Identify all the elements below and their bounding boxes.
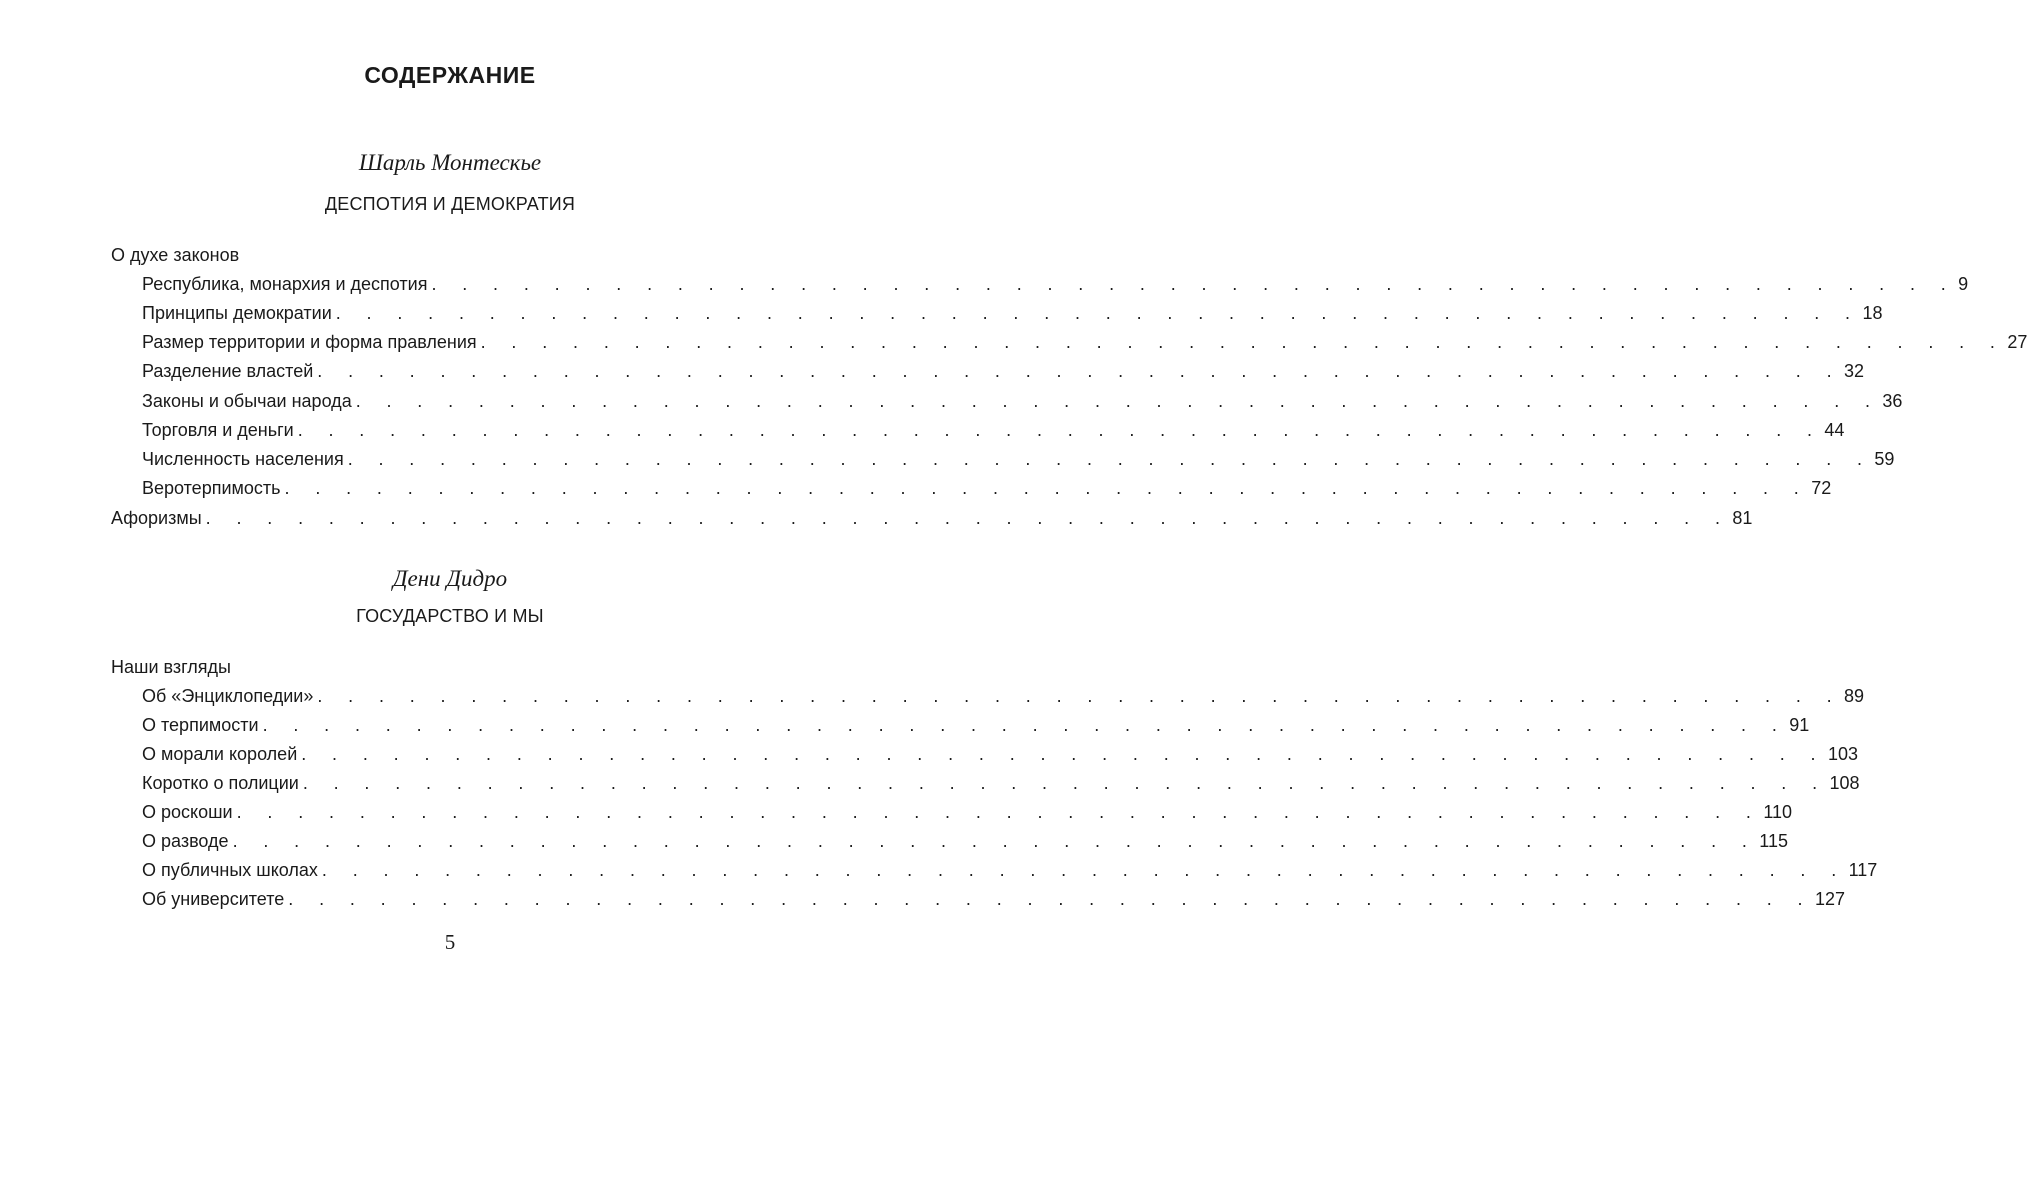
- toc-entry-page: 108: [1829, 773, 1860, 793]
- toc-entry[interactable]: [142, 860, 1878, 886]
- dot-leader: . . . . . . . . . . . . . . . . . . . . . . . . . . . . . . . . . . . . . . . . . . . . . . . . . .: [301, 744, 1826, 764]
- dot-leader: . . . . . . . . . . . . . . . . . . . . . . . . . . . . . . . . . . . . . . . . . . . . . . . . . .: [284, 478, 1810, 498]
- toc-heading: СОДЕРЖАНИЕ: [364, 62, 536, 88]
- group-title: О духе законов: [111, 245, 240, 265]
- toc-entry[interactable]: [142, 773, 1860, 799]
- toc-entry[interactable]: [142, 303, 1883, 329]
- toc-entry-label: Численность населения: [142, 449, 344, 469]
- dot-leader: . . . . . . . . . . . . . . . . . . . . . . . . . . . . . . . . . . . . . . . . . . . . . . . . . .: [297, 420, 1823, 440]
- toc-entry[interactable]: [142, 391, 1903, 417]
- toc-entry[interactable]: [111, 508, 1753, 534]
- toc-entry[interactable]: [142, 420, 1845, 446]
- toc-entry[interactable]: [142, 332, 2027, 358]
- toc-entry-page: 18: [1862, 303, 1883, 323]
- toc-entry-page: 110: [1763, 802, 1793, 822]
- toc-entry-label: О разводе: [142, 831, 229, 851]
- toc-entry[interactable]: [142, 478, 1832, 504]
- toc-entry-label: Принципы демократии: [142, 303, 332, 323]
- part-author: Шарль Монтескье: [358, 150, 542, 175]
- part-title: ДЕСПОТИЯ И ДЕМОКРАТИЯ: [324, 194, 576, 214]
- page-number: 5: [444, 930, 456, 954]
- toc-entry-label: О публичных школах: [142, 860, 318, 880]
- group-title: Наши взгляды: [111, 657, 231, 677]
- toc-entry-label: Республика, монархия и деспотия: [142, 274, 428, 294]
- dot-leader: . . . . . . . . . . . . . . . . . . . . . . . . . . . . . . . . . . . . . . . . . . . . . . . . . .: [262, 715, 1788, 735]
- toc-entry-label: Законы и обычаи народа: [142, 391, 352, 411]
- dot-leader: . . . . . . . . . . . . . . . . . . . . . . . . . . . . . . . . . . . . . . . . . . . . . . . . . .: [431, 274, 1957, 294]
- toc-entry-page: 36: [1882, 391, 1903, 411]
- toc-entry-page: 127: [1814, 889, 1846, 909]
- toc-entry-page: 81: [1732, 508, 1753, 528]
- toc-entry-label: О морали королей: [142, 744, 298, 764]
- dot-leader: . . . . . . . . . . . . . . . . . . . . . . . . . . . . . . . . . . . . . . . . . . . . . . . . . .: [355, 391, 1881, 411]
- dot-leader: . . . . . . . . . . . . . . . . . . . . . . . . . . . . . . . . . . . . . . . . . . . . . . . . . .: [302, 773, 1828, 793]
- toc-entry-label: Об университете: [142, 889, 285, 909]
- dot-leader: . . . . . . . . . . . . . . . . . . . . . . . . . . . . . . . . . . . . . . . . . . . . . . . . . .: [480, 332, 2006, 352]
- part-title: ГОСУДАРСТВО И МЫ: [356, 606, 544, 626]
- toc-entry-page: 59: [1874, 449, 1895, 469]
- toc-entry-label: Разделение властей: [142, 361, 314, 381]
- toc-entry-page: 117: [1848, 860, 1878, 880]
- toc-entry[interactable]: [142, 715, 1810, 741]
- toc-entry-label: Торговля и деньги: [142, 420, 294, 440]
- toc-entry-page: 9: [1958, 274, 1969, 294]
- toc-entry-label: Размер территории и форма правления: [142, 332, 477, 352]
- dot-leader: . . . . . . . . . . . . . . . . . . . . . . . . . . . . . . . . . . . . . . . . . . . . . . . . . .: [317, 361, 1842, 381]
- toc-entry-page: 72: [1811, 478, 1832, 498]
- toc-entry-page: 32: [1843, 361, 1865, 381]
- dot-leader: . . . . . . . . . . . . . . . . . . . . . . . . . . . . . . . . . . . . . . . . . . . . . . . . . .: [232, 831, 1758, 851]
- toc-entry-label: Веротерпимость: [142, 478, 281, 498]
- toc-entry-label: О роскоши: [142, 802, 233, 822]
- toc-entry-page: 103: [1827, 744, 1858, 764]
- toc-entry[interactable]: [142, 361, 1865, 387]
- toc-entry-page: 44: [1824, 420, 1845, 440]
- dot-leader: . . . . . . . . . . . . . . . . . . . . . . . . . . . . . . . . . . . . . . . . . . . . . . . . . .: [288, 889, 1813, 909]
- dot-leader: . . . . . . . . . . . . . . . . . . . . . . . . . . . . . . . . . . . . . . . . . . . . . . . . . .: [236, 802, 1762, 822]
- toc-entry[interactable]: [142, 744, 1858, 770]
- toc-entry[interactable]: [142, 274, 1969, 300]
- toc-entry-label: Афоризмы: [111, 508, 202, 528]
- toc-entry-label: Коротко о полиции: [142, 773, 299, 793]
- toc-entry-label: Об «Энциклопедии»: [142, 686, 314, 706]
- part-author: Дени Дидро: [392, 566, 508, 591]
- toc-entry-page: 27: [2007, 332, 2027, 352]
- toc-entry-page: 91: [1789, 715, 1810, 735]
- toc-entry-label: О терпимости: [142, 715, 259, 735]
- toc-entry[interactable]: [142, 686, 1865, 712]
- dot-leader: . . . . . . . . . . . . . . . . . . . . . . . . . . . . . . . . . . . . . . . . . . . . . . . . . .: [317, 686, 1843, 706]
- dot-leader: . . . . . . . . . . . . . . . . . . . . . . . . . . . . . . . . . . . . . . . . . . . . . . . . . .: [347, 449, 1873, 469]
- toc-entry-page: 89: [1844, 686, 1865, 706]
- toc-entry[interactable]: [142, 889, 1846, 915]
- toc-entry-page: 115: [1759, 831, 1788, 851]
- toc-entry[interactable]: [142, 449, 1895, 475]
- toc-entry[interactable]: [142, 802, 1793, 828]
- dot-leader: . . . . . . . . . . . . . . . . . . . . . . . . . . . . . . . . . . . . . . . . . . . . . . . . . .: [321, 860, 1847, 880]
- dot-leader: . . . . . . . . . . . . . . . . . . . . . . . . . . . . . . . . . . . . . . . . . . . . . . . . . .: [335, 303, 1861, 323]
- toc-entry[interactable]: [142, 831, 1788, 857]
- dot-leader: . . . . . . . . . . . . . . . . . . . . . . . . . . . . . . . . . . . . . . . . . . . . . . . . . .: [205, 508, 1731, 528]
